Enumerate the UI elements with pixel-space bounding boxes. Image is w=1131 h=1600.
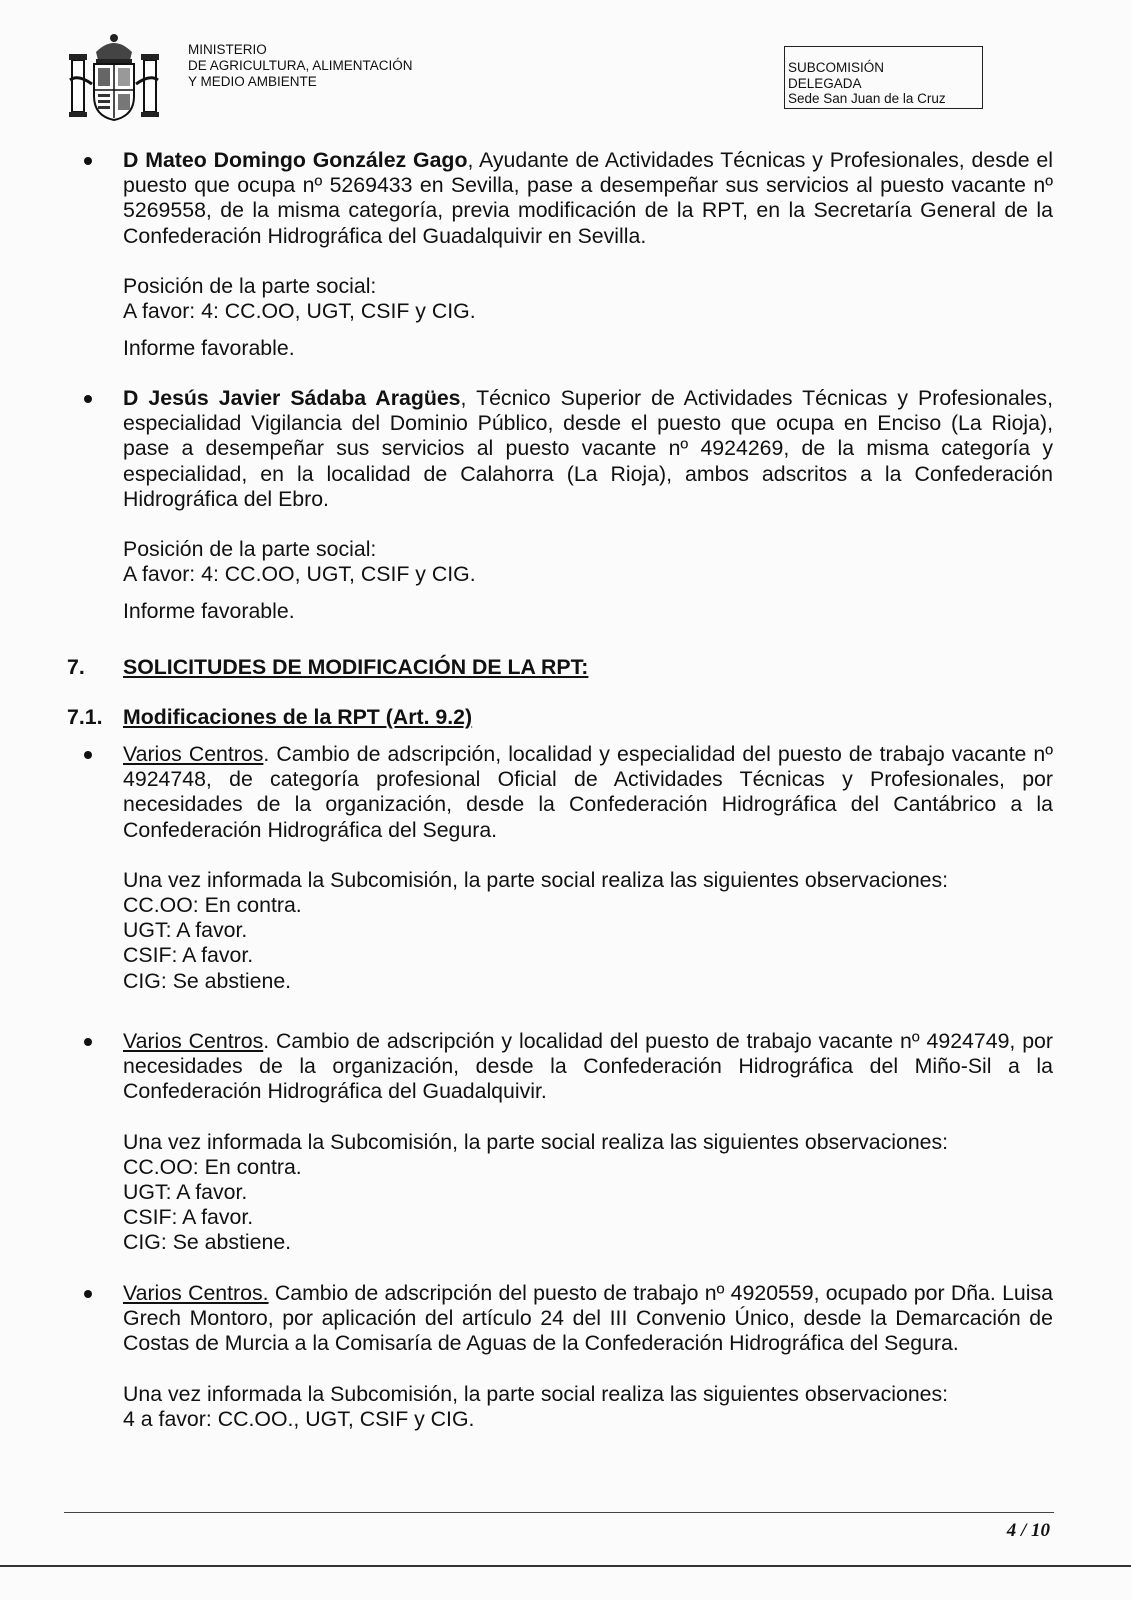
position-label: Posición de la parte social: <box>123 273 377 298</box>
bullet-icon <box>84 395 92 403</box>
ministry-name: MINISTERIO DE AGRICULTURA, ALIMENTACIÓN Y MEDIO AMBIENTE <box>188 42 413 89</box>
item-text: D Mateo Domingo González Gago, Ayudante de Actividades Técnicas y Profesionales, desde el puesto que ocupa nº 5269433 en Sevilla, pase a desempeñar sus servicios al puesto vacante nº 5269558, de la misma categoría, previa modificación de la RPT, en la Secretaría General de la Confederación Hidrográfica del Guadalquivir en Sevilla. <box>123 148 1053 248</box>
list-item-mateo-gonzalez <box>123 148 1053 361</box>
list-item-mod-4920559 <box>123 1281 1053 1432</box>
observation: CC.OO: En contra. <box>123 1154 302 1179</box>
coat-of-arms-icon <box>66 30 162 122</box>
page-number: 4 / 10 <box>1006 1520 1050 1541</box>
bullet-icon <box>84 751 92 759</box>
observation: CSIF: A favor. <box>123 1205 254 1230</box>
position-value: A favor: 4: CC.OO, UGT, CSIF y CIG. <box>123 562 476 587</box>
bullet-icon <box>84 1290 92 1298</box>
bullet-icon <box>84 1038 92 1046</box>
report-result: Informe favorable. <box>123 599 295 624</box>
section-heading-7: 7. SOLICITUDES DE MODIFICACIÓN DE LA RPT: <box>67 655 589 679</box>
scan-edge-line <box>0 1565 1131 1567</box>
observations-intro: Una vez informada la Subcomisión, la parte social realiza las siguientes observaciones: <box>123 1381 949 1406</box>
footer-divider <box>64 1512 1054 1513</box>
bullet-icon <box>84 157 92 165</box>
list-item-jesus-sadaba <box>123 386 1053 625</box>
observation: UGT: A favor. <box>123 918 248 943</box>
observation: CC.OO: En contra. <box>123 893 302 918</box>
item-text: Varios Centros. Cambio de adscripción, localidad y especialidad del puesto de trabajo vacante nº 4924748, de categoría profesional Oficial de Actividades Técnicas y Profesionales, por necesidades de la organización, desde la Confederación Hidrográfica del Cantábrico a la Confederación Hidrográfica del Segura. <box>123 742 1053 842</box>
observation: CIG: Se abstiene. <box>123 1230 292 1255</box>
list-item-mod-4924748 <box>123 742 1053 994</box>
observations-intro: Una vez informada la Subcomisión, la parte social realiza las siguientes observaciones: <box>123 1129 949 1154</box>
position-label: Posición de la parte social: <box>123 537 377 562</box>
item-text: Varios Centros. Cambio de adscripción del puesto de trabajo nº 4920559, ocupado por Dña. Luisa Grech Montoro, por aplicación del artículo 24 del III Convenio Único, desde la Demarcación de Costas de Murcia a la Comisaría de Aguas de la Confederación Hidrográfica del Segura. <box>123 1281 1053 1356</box>
list-item-mod-4924749 <box>123 1029 1053 1256</box>
observations-intro: Una vez informada la Subcomisión, la parte social realiza las siguientes observaciones: <box>123 867 949 892</box>
item-text: Varios Centros. Cambio de adscripción y localidad del puesto de trabajo vacante nº 4924749, por necesidades de la organización, desde la Confederación Hidrográfica del Miño-Sil a la Confederación Hidrográfica del Guadalquivir. <box>123 1029 1053 1104</box>
observation: 4 a favor: CC.OO., UGT, CSIF y CIG. <box>123 1406 475 1431</box>
observation: UGT: A favor. <box>123 1180 248 1205</box>
report-result: Informe favorable. <box>123 336 295 361</box>
observation: CIG: Se abstiene. <box>123 968 292 993</box>
position-value: A favor: 4: CC.OO, UGT, CSIF y CIG. <box>123 299 476 324</box>
section-heading-7-1: 7.1. Modificaciones de la RPT (Art. 9.2) <box>67 705 473 729</box>
subcommission-box: SUBCOMISIÓN DELEGADA Sede San Juan de la Cruz <box>784 46 983 109</box>
item-text: D Jesús Javier Sádaba Aragües, Técnico Superior de Actividades Técnicas y Profesionales, especialidad Vigilancia del Dominio Público, desde el puesto que ocupa en Enciso (La Rioja), pase a desempeñar sus servicios al puesto vacante nº 4924269, de la misma categoría y especialidad, en la localidad de Calahorra (La Rioja), ambos adscritos a la Confederación Hidrográfica del Ebro. <box>123 386 1053 511</box>
observation: CSIF: A favor. <box>123 943 254 968</box>
